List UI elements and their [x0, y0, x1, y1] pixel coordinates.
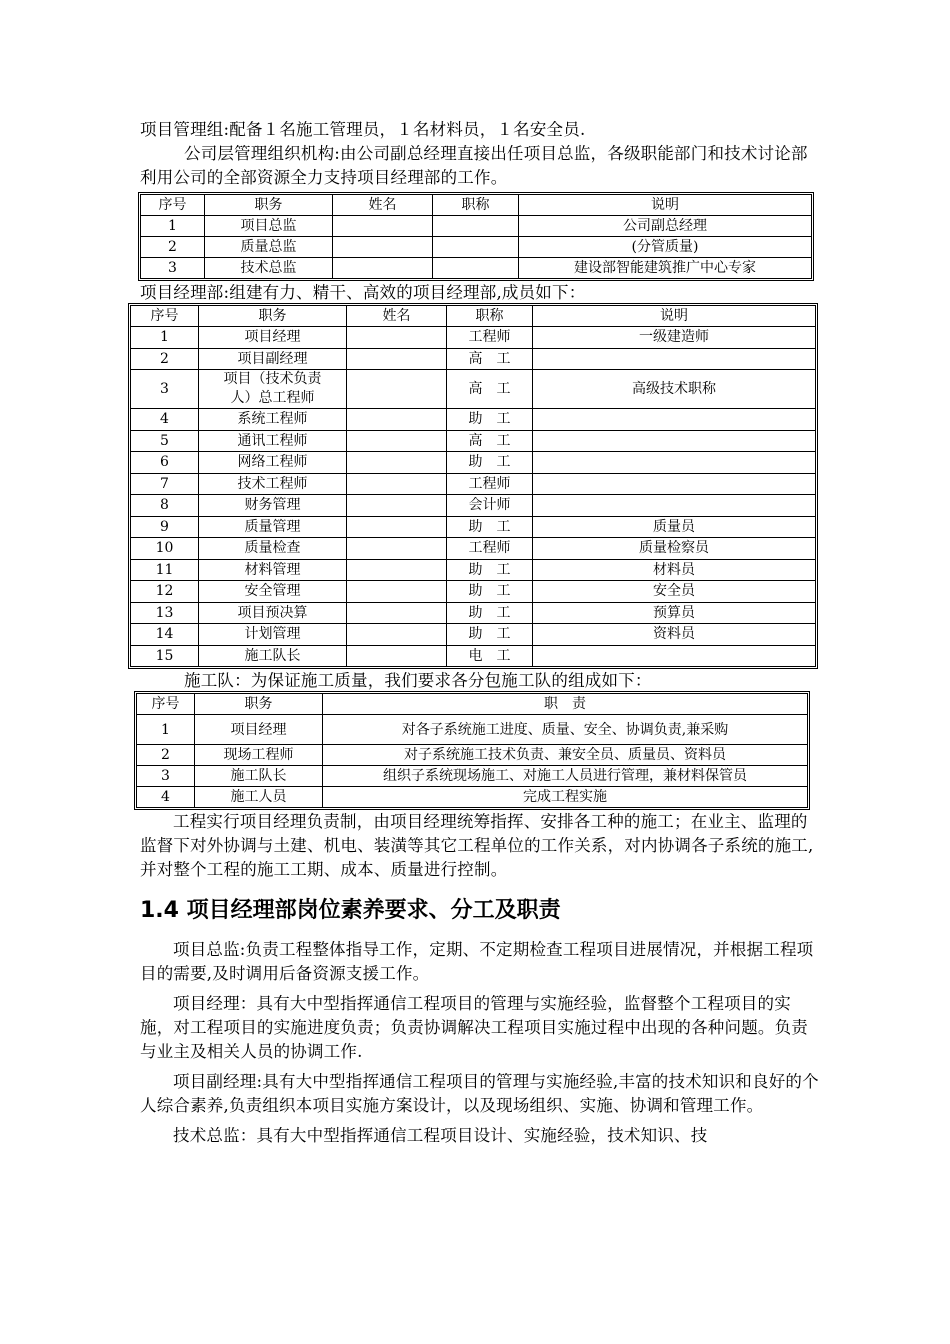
table-cell [347, 452, 447, 474]
table-cell: 助 工 [447, 624, 533, 646]
table-cell: 高 工 [447, 370, 533, 409]
table-cell: 材料管理 [199, 559, 347, 581]
table-cell: 项目副经理 [199, 348, 347, 370]
table-cell: 2 [141, 237, 205, 258]
duty-paragraph: 项目总监:负责工程整体指导工作，定期、不定期检查工程项目进展情况，并根据工程项目的需要,及时调用后备资源支援工作。 [140, 940, 814, 983]
table-cell: 计划管理 [199, 624, 347, 646]
table-cell: 高 工 [447, 348, 533, 370]
table-cell: 助 工 [447, 602, 533, 624]
table-cell [347, 327, 447, 349]
table-cell: 会计师 [447, 495, 533, 517]
table-header-row [137, 694, 808, 715]
table-cell [347, 645, 447, 667]
table-cell: 预算员 [533, 602, 816, 624]
table-row [141, 216, 812, 237]
table-cell: 现场工程师 [195, 745, 323, 766]
column-header: 说明 [533, 306, 816, 327]
table-cell [347, 370, 447, 409]
table-header-row [141, 195, 812, 216]
table-row [131, 516, 816, 538]
table-cell: 项目经理 [195, 715, 323, 745]
column-header: 职务 [205, 195, 333, 216]
column-header: 职称 [447, 306, 533, 327]
table-cell: 11 [131, 559, 199, 581]
column-header: 职称 [433, 195, 519, 216]
table-cell: 助 工 [447, 452, 533, 474]
table-row [131, 645, 816, 667]
table-cell: 工程师 [447, 473, 533, 495]
management-group-text: 项目管理组:配备１名施工管理员，１名材料员，１名安全员. [140, 120, 586, 139]
table-cell [347, 602, 447, 624]
table-cell: 质量员 [533, 516, 816, 538]
table-row [131, 495, 816, 517]
table-cell: 技术工程师 [199, 473, 347, 495]
table-cell: 1 [137, 715, 195, 745]
table-row [141, 258, 812, 279]
table-cell: 质量检察员 [533, 538, 816, 560]
table-row [137, 787, 808, 808]
table-cell: 高 工 [447, 430, 533, 452]
table-cell [347, 559, 447, 581]
table-cell: (分管质量) [519, 237, 812, 258]
table-row [141, 237, 812, 258]
table-cell [533, 645, 816, 667]
table-cell: 建设部智能建筑推广中心专家 [519, 258, 812, 279]
duty-paragraph: 项目经理：具有大中型指挥通信工程项目的管理与实施经验，监督整个工程项目的实施，对工程项目的实施进度负责；负责协调解决工程项目实施过程中出现的各种问题。负责与业主及相关人员的协调工作. [140, 994, 808, 1061]
table-cell: 8 [131, 495, 199, 517]
table-cell: 3 [141, 258, 205, 279]
table-cell: 3 [131, 370, 199, 409]
table-row [131, 559, 816, 581]
table-row [131, 430, 816, 452]
table-cell: 1 [131, 327, 199, 349]
table-cell: 质量管理 [199, 516, 347, 538]
table-row [131, 538, 816, 560]
column-header: 姓名 [333, 195, 433, 216]
table-cell [533, 409, 816, 431]
table-cell: 助 工 [447, 581, 533, 603]
table-cell [347, 409, 447, 431]
table-cell: 工程师 [447, 327, 533, 349]
table-cell: 安全管理 [199, 581, 347, 603]
table-row [131, 348, 816, 370]
table-row [131, 473, 816, 495]
table-cell: 技术总监 [205, 258, 333, 279]
table-cell: 项目经理 [199, 327, 347, 349]
table-row [131, 602, 816, 624]
table-row [131, 370, 816, 409]
table-cell: 质量总监 [205, 237, 333, 258]
table-cell: 施工队长 [195, 766, 323, 787]
table-row [137, 745, 808, 766]
table-cell: 9 [131, 516, 199, 538]
table-cell [347, 473, 447, 495]
table-cell: 网络工程师 [199, 452, 347, 474]
table-cell [347, 516, 447, 538]
section-heading: 1.4 项目经理部岗位素养要求、分工及职责 [140, 898, 561, 923]
table-cell: 一级建造师 [533, 327, 816, 349]
table-cell: 施工队长 [199, 645, 347, 667]
table-cell: 材料员 [533, 559, 816, 581]
construction-team-table [136, 693, 808, 808]
table-cell: 7 [131, 473, 199, 495]
column-header: 姓名 [347, 306, 447, 327]
table-cell [533, 452, 816, 474]
table-cell [347, 538, 447, 560]
table-cell: 14 [131, 624, 199, 646]
summary-paragraph: 工程实行项目经理负责制，由项目经理统筹指挥、安排各工种的施工；在业主、监理的监督下对外协调与土建、机电、装潢等其它工程单位的工作关系，对内协调各子系统的施工,并对整个工程的施工工期、成本、质量进行控制。 [140, 812, 814, 879]
table-cell: 财务管理 [199, 495, 347, 517]
table-cell [333, 216, 433, 237]
project-dept-table [130, 305, 816, 667]
table-row [131, 452, 816, 474]
table-cell: 助 工 [447, 409, 533, 431]
table-cell [433, 237, 519, 258]
column-header: 序号 [141, 195, 205, 216]
duty-paragraph: 技术总监：具有大中型指挥通信工程项目设计、实施经验，技术知识、技 [173, 1126, 708, 1145]
table-cell: 12 [131, 581, 199, 603]
table-cell: 1 [141, 216, 205, 237]
table-cell: 4 [137, 787, 195, 808]
table-cell [347, 430, 447, 452]
company-leadership-table [140, 194, 812, 279]
table-cell: 4 [131, 409, 199, 431]
table-cell: 对各子系统施工进度、质量、安全、协调负责,兼采购 [323, 715, 808, 745]
table-cell [347, 581, 447, 603]
table-row [137, 766, 808, 787]
table-cell: 组织子系统现场施工、对施工人员进行管理，兼材料保管员 [323, 766, 808, 787]
table-cell: 完成工程实施 [323, 787, 808, 808]
table-cell: 13 [131, 602, 199, 624]
table-cell: 项目（技术负责人）总工程师 [199, 370, 347, 409]
table-cell [533, 495, 816, 517]
table-cell: 电 工 [447, 645, 533, 667]
table-row [137, 715, 808, 745]
table-cell: 通讯工程师 [199, 430, 347, 452]
dept-intro-text: 项目经理部:组建有力、精干、高效的项目经理部,成员如下： [140, 283, 586, 302]
table-cell: 项目总监 [205, 216, 333, 237]
table-header-row [131, 306, 816, 327]
table-cell: 工程师 [447, 538, 533, 560]
company-structure-text: 公司层管理组织机构:由公司副总经理直接出任项目总监，各级职能部门和技术讨论部利用公司的全部资源全力支持项目经理部的工作。 [140, 144, 808, 187]
table-row [131, 327, 816, 349]
table-cell [333, 258, 433, 279]
table-row [131, 624, 816, 646]
table-cell: 15 [131, 645, 199, 667]
duty-paragraph: 项目副经理:具有大中型指挥通信工程项目的管理与实施经验,丰富的技术知识和良好的个人综合素养,负责组织本项目实施方案设计，以及现场组织、实施、协调和管理工作。 [140, 1072, 819, 1115]
table-cell: 助 工 [447, 516, 533, 538]
table-cell [347, 495, 447, 517]
table-cell [533, 430, 816, 452]
column-header: 说明 [519, 195, 812, 216]
table-cell: 施工人员 [195, 787, 323, 808]
table-cell: 6 [131, 452, 199, 474]
column-header: 序号 [131, 306, 199, 327]
table-cell [533, 348, 816, 370]
table-cell: 系统工程师 [199, 409, 347, 431]
table-cell: 质量检查 [199, 538, 347, 560]
table-cell: 项目预决算 [199, 602, 347, 624]
column-header: 职务 [195, 694, 323, 715]
table-cell: 2 [131, 348, 199, 370]
table-cell: 2 [137, 745, 195, 766]
table-cell [533, 473, 816, 495]
table-cell: 对子系统施工技术负责、兼安全员、质量员、资料员 [323, 745, 808, 766]
table-cell: 3 [137, 766, 195, 787]
table-cell: 助 工 [447, 559, 533, 581]
table-cell [333, 237, 433, 258]
document-page [140, 118, 820, 1148]
column-header: 职 责 [323, 694, 808, 715]
table-row [131, 581, 816, 603]
table-cell: 高级技术职称 [533, 370, 816, 409]
team-intro-text: 施工队：为保证施工质量，我们要求各分包施工队的组成如下： [184, 671, 652, 690]
table-cell: 公司副总经理 [519, 216, 812, 237]
table-row [131, 409, 816, 431]
column-header: 职务 [199, 306, 347, 327]
table-cell [347, 348, 447, 370]
table-cell [433, 258, 519, 279]
table-cell: 10 [131, 538, 199, 560]
table-cell [347, 624, 447, 646]
table-cell: 安全员 [533, 581, 816, 603]
table-cell [433, 216, 519, 237]
table-cell: 5 [131, 430, 199, 452]
table-cell: 资料员 [533, 624, 816, 646]
column-header: 序号 [137, 694, 195, 715]
